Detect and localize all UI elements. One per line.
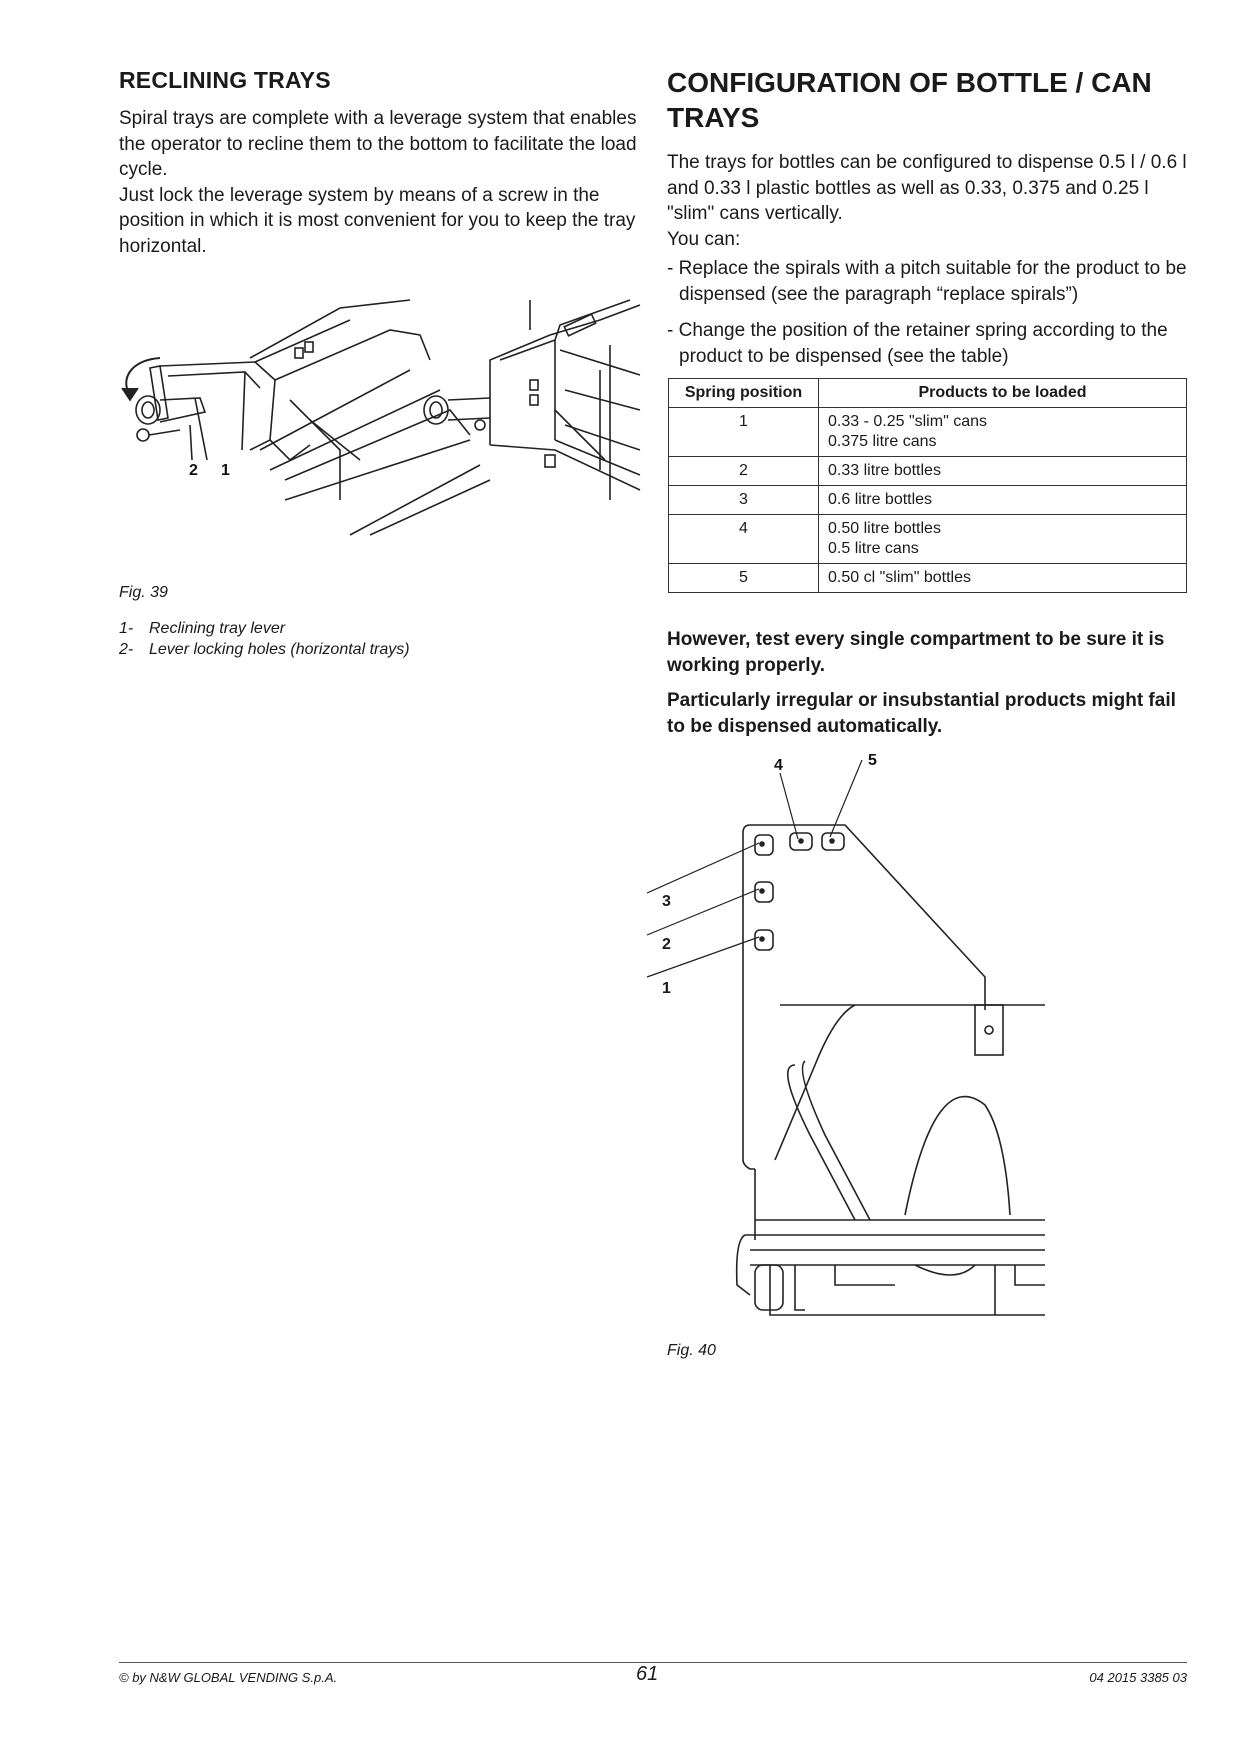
horizontal-tray-drawing (424, 300, 640, 500)
table-row (669, 408, 1187, 457)
product-line: 0.50 cl "slim" bottles (828, 569, 971, 586)
spring-position-table (668, 378, 1187, 593)
fig-39-caption: Fig. 39 (119, 584, 168, 601)
retainer-spring-bracket-drawing (737, 825, 1045, 1315)
table-header-row (669, 379, 1187, 408)
fig-40-callout-5: 5 (868, 752, 877, 769)
fig-39-callout-1: 1 (221, 462, 230, 479)
fig-40-callout-1: 1 (662, 980, 671, 997)
fig-39-illustration (110, 300, 650, 535)
fig-40-illustration (655, 752, 1055, 1335)
fig-40-callout-3: 3 (662, 893, 671, 910)
section-heading-configuration: CONFIGURATION OF BOTTLE / CAN TRAYS (667, 67, 1152, 133)
cell-products (819, 457, 1187, 486)
table-row (669, 564, 1187, 593)
fig-39-callout-2: 2 (189, 462, 198, 479)
document-code: 04 2015 3385 03 (1089, 1670, 1187, 1685)
product-line: 0.33 - 0.25 "slim" cans (828, 413, 987, 430)
reclining-trays-para-2: Just lock the leverage system by means of a screw in the position in which it is most convenient for you to keep the tray horizontal. (119, 184, 636, 257)
legend-item-text: Reclining tray lever (149, 620, 286, 637)
cell-position: 5 (669, 564, 819, 593)
reclining-trays-text (119, 106, 639, 259)
legend-item-text: Lever locking holes (horizontal trays) (149, 641, 410, 658)
bullet-text: - Replace the spirals with a pitch suitable for the product to be dispensed (see the paragraph “replace spirals”) (667, 258, 1187, 305)
section-heading-reclining-trays: RECLINING TRAYS (119, 67, 331, 93)
bullet-item-replace-spirals (667, 256, 1197, 307)
cell-products (819, 408, 1187, 457)
col-header-products: Products to be loaded (819, 379, 1187, 408)
fig-39-legend (119, 618, 410, 660)
product-line: 0.375 litre cans (828, 433, 937, 450)
you-can-text: You can: (667, 228, 741, 250)
cell-products (819, 564, 1187, 593)
configuration-intro (667, 150, 1197, 252)
bullet-item-change-spring (667, 318, 1197, 369)
legend-item (119, 639, 410, 660)
fig-40-callout-2: 2 (662, 936, 671, 953)
bullet-text: - Change the position of the retainer spring according to the product to be dispensed (see the table) (667, 320, 1168, 367)
product-line: 0.5 litre cans (828, 540, 919, 557)
col-header-spring-position: Spring position (669, 379, 819, 408)
configuration-intro-text: The trays for bottles can be configured to dispense 0.5 l / 0.6 l and 0.33 l plastic bottles as well as 0.33, 0.375 and 0.25 l "slim" cans vertically. (667, 152, 1187, 224)
table-row (669, 515, 1187, 564)
product-line: 0.50 litre bottles (828, 520, 941, 537)
warning-test-compartments: However, test every single compartment to be sure it is working properly. (667, 629, 1165, 676)
page-number: 61 (636, 1663, 659, 1685)
legend-item-num: 1- (119, 620, 134, 637)
cell-position: 2 (669, 457, 819, 486)
warning-irregular-products: Particularly irregular or insubstantial products might fail to be dispensed automatically. (667, 690, 1176, 737)
cell-products (819, 515, 1187, 564)
reclining-trays-para-1: Spiral trays are complete with a leverage system that enables the operator to recline them to the bottom to facilitate the load cycle. (119, 108, 637, 180)
fig-40-caption: Fig. 40 (667, 1342, 716, 1359)
cell-position: 1 (669, 408, 819, 457)
footer-copyright: © by N&W GLOBAL VENDING S.p.A. (119, 1670, 338, 1685)
cell-position: 3 (669, 486, 819, 515)
fig-40-callout-4: 4 (774, 757, 783, 774)
cell-products (819, 486, 1187, 515)
product-line: 0.6 litre bottles (828, 491, 933, 508)
legend-item (119, 618, 410, 639)
product-line: 0.33 litre bottles (828, 462, 941, 479)
table-row (669, 457, 1187, 486)
legend-item-num: 2- (119, 641, 134, 658)
table-row (669, 486, 1187, 515)
cell-position: 4 (669, 515, 819, 564)
